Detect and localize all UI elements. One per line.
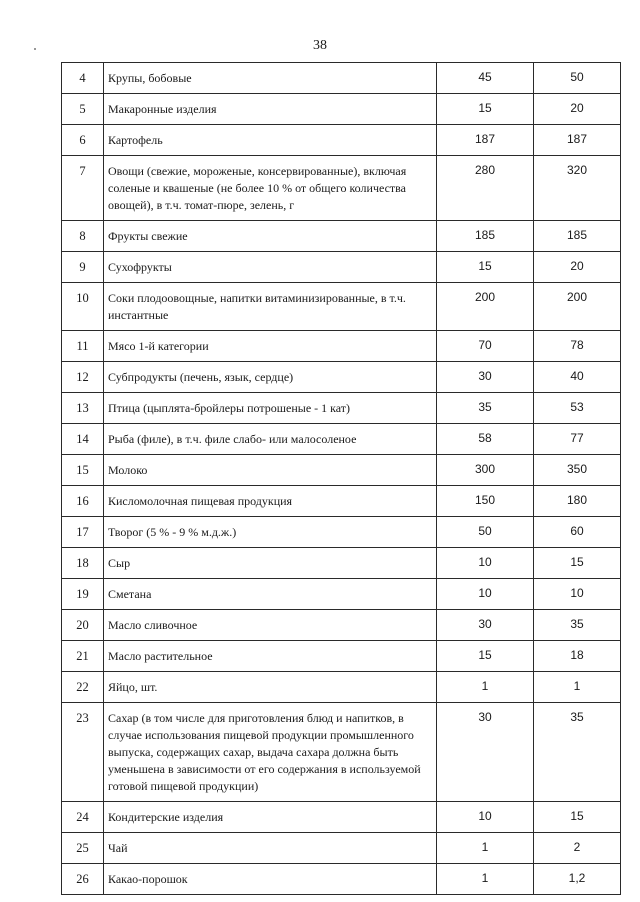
norm-value-2: 53 [534, 393, 621, 424]
norm-value-1: 50 [437, 517, 534, 548]
product-name: Кисломолочная пищевая продукция [104, 486, 437, 517]
row-number: 21 [62, 641, 104, 672]
table-row [62, 362, 621, 393]
norm-value-2: 20 [534, 252, 621, 283]
table-row [62, 641, 621, 672]
product-name: Масло растительное [104, 641, 437, 672]
product-name: Макаронные изделия [104, 94, 437, 125]
row-number: 22 [62, 672, 104, 703]
norm-value-2: 40 [534, 362, 621, 393]
product-name: Яйцо, шт. [104, 672, 437, 703]
product-name: Рыба (филе), в т.ч. филе слабо- или малосоленое [104, 424, 437, 455]
product-name: Фрукты свежие [104, 221, 437, 252]
norm-value-2: 2 [534, 833, 621, 864]
table-row [62, 331, 621, 362]
table-row [62, 517, 621, 548]
norm-value-2: 185 [534, 221, 621, 252]
norm-value-2: 350 [534, 455, 621, 486]
norm-value-2: 200 [534, 283, 621, 331]
table-row [62, 156, 621, 221]
norm-value-1: 15 [437, 94, 534, 125]
product-name: Соки плодоовощные, напитки витаминизированные, в т.ч. инстантные [104, 283, 437, 331]
norm-value-1: 200 [437, 283, 534, 331]
food-norms-table [61, 62, 621, 895]
row-number: 13 [62, 393, 104, 424]
norm-value-1: 58 [437, 424, 534, 455]
norm-value-2: 320 [534, 156, 621, 221]
row-number: 25 [62, 833, 104, 864]
product-name: Сухофрукты [104, 252, 437, 283]
norm-value-2: 20 [534, 94, 621, 125]
norm-value-2: 35 [534, 610, 621, 641]
table-row [62, 94, 621, 125]
table-row [62, 833, 621, 864]
norm-value-2: 50 [534, 63, 621, 94]
norm-value-1: 1 [437, 672, 534, 703]
table-row [62, 393, 621, 424]
row-number: 23 [62, 703, 104, 802]
row-number: 8 [62, 221, 104, 252]
table-row [62, 864, 621, 895]
product-name: Мясо 1-й категории [104, 331, 437, 362]
norm-value-1: 30 [437, 362, 534, 393]
table-row [62, 63, 621, 94]
product-name: Картофель [104, 125, 437, 156]
norm-value-1: 300 [437, 455, 534, 486]
row-number: 17 [62, 517, 104, 548]
norm-value-1: 280 [437, 156, 534, 221]
norm-value-2: 1 [534, 672, 621, 703]
table-row [62, 579, 621, 610]
table-row [62, 610, 621, 641]
row-number: 16 [62, 486, 104, 517]
norm-value-2: 10 [534, 579, 621, 610]
norm-value-1: 187 [437, 125, 534, 156]
norm-value-2: 1,2 [534, 864, 621, 895]
norm-value-2: 18 [534, 641, 621, 672]
product-name: Молоко [104, 455, 437, 486]
norm-value-1: 30 [437, 610, 534, 641]
norm-value-2: 77 [534, 424, 621, 455]
norm-value-2: 187 [534, 125, 621, 156]
norm-value-1: 10 [437, 579, 534, 610]
norm-value-1: 185 [437, 221, 534, 252]
product-name: Сыр [104, 548, 437, 579]
product-name: Крупы, бобовые [104, 63, 437, 94]
norm-value-2: 15 [534, 548, 621, 579]
row-number: 5 [62, 94, 104, 125]
norm-value-2: 35 [534, 703, 621, 802]
row-number: 12 [62, 362, 104, 393]
row-number: 14 [62, 424, 104, 455]
norm-value-1: 30 [437, 703, 534, 802]
table-row [62, 548, 621, 579]
norm-value-1: 10 [437, 548, 534, 579]
row-number: 11 [62, 331, 104, 362]
table-body [62, 63, 621, 895]
product-name: Кондитерские изделия [104, 802, 437, 833]
row-number: 26 [62, 864, 104, 895]
norm-value-1: 15 [437, 641, 534, 672]
product-name: Субпродукты (печень, язык, сердце) [104, 362, 437, 393]
product-name: Овощи (свежие, мороженые, консервированные), включая соленые и квашеные (не более 10 % от общего количества овощей), в т.ч. томат-пюре, зелень, г [104, 156, 437, 221]
norm-value-1: 10 [437, 802, 534, 833]
norm-value-1: 45 [437, 63, 534, 94]
table-row [62, 424, 621, 455]
row-number: 24 [62, 802, 104, 833]
product-name: Чай [104, 833, 437, 864]
product-name: Сахар (в том числе для приготовления блюд и напитков, в случае использования пищевой продукции промышленного выпуска, содержащих сахар, выдача сахара должна быть уменьшена в зависимости от его содержания в используемой готовой пищевой продукции) [104, 703, 437, 802]
table-row [62, 283, 621, 331]
row-number: 10 [62, 283, 104, 331]
norm-value-1: 150 [437, 486, 534, 517]
product-name: Сметана [104, 579, 437, 610]
norm-value-2: 60 [534, 517, 621, 548]
table-row [62, 703, 621, 802]
norm-value-2: 180 [534, 486, 621, 517]
row-number: 6 [62, 125, 104, 156]
product-name: Какао-порошок [104, 864, 437, 895]
norm-value-1: 70 [437, 331, 534, 362]
row-number: 15 [62, 455, 104, 486]
table-row [62, 486, 621, 517]
row-number: 18 [62, 548, 104, 579]
table-row [62, 252, 621, 283]
product-name: Творог (5 % - 9 % м.д.ж.) [104, 517, 437, 548]
table-row [62, 221, 621, 252]
product-name: Птица (цыплята-бройлеры потрошеные - 1 кат) [104, 393, 437, 424]
row-number: 19 [62, 579, 104, 610]
table-row [62, 802, 621, 833]
row-number: 4 [62, 63, 104, 94]
norm-value-2: 15 [534, 802, 621, 833]
norm-value-1: 1 [437, 864, 534, 895]
row-number: 7 [62, 156, 104, 221]
row-number: 20 [62, 610, 104, 641]
row-number: 9 [62, 252, 104, 283]
norm-value-1: 1 [437, 833, 534, 864]
table-row [62, 455, 621, 486]
norm-value-1: 35 [437, 393, 534, 424]
norm-value-2: 78 [534, 331, 621, 362]
page-number: 38 [313, 38, 327, 53]
norm-value-1: 15 [437, 252, 534, 283]
table-row [62, 672, 621, 703]
table-row [62, 125, 621, 156]
product-name: Масло сливочное [104, 610, 437, 641]
